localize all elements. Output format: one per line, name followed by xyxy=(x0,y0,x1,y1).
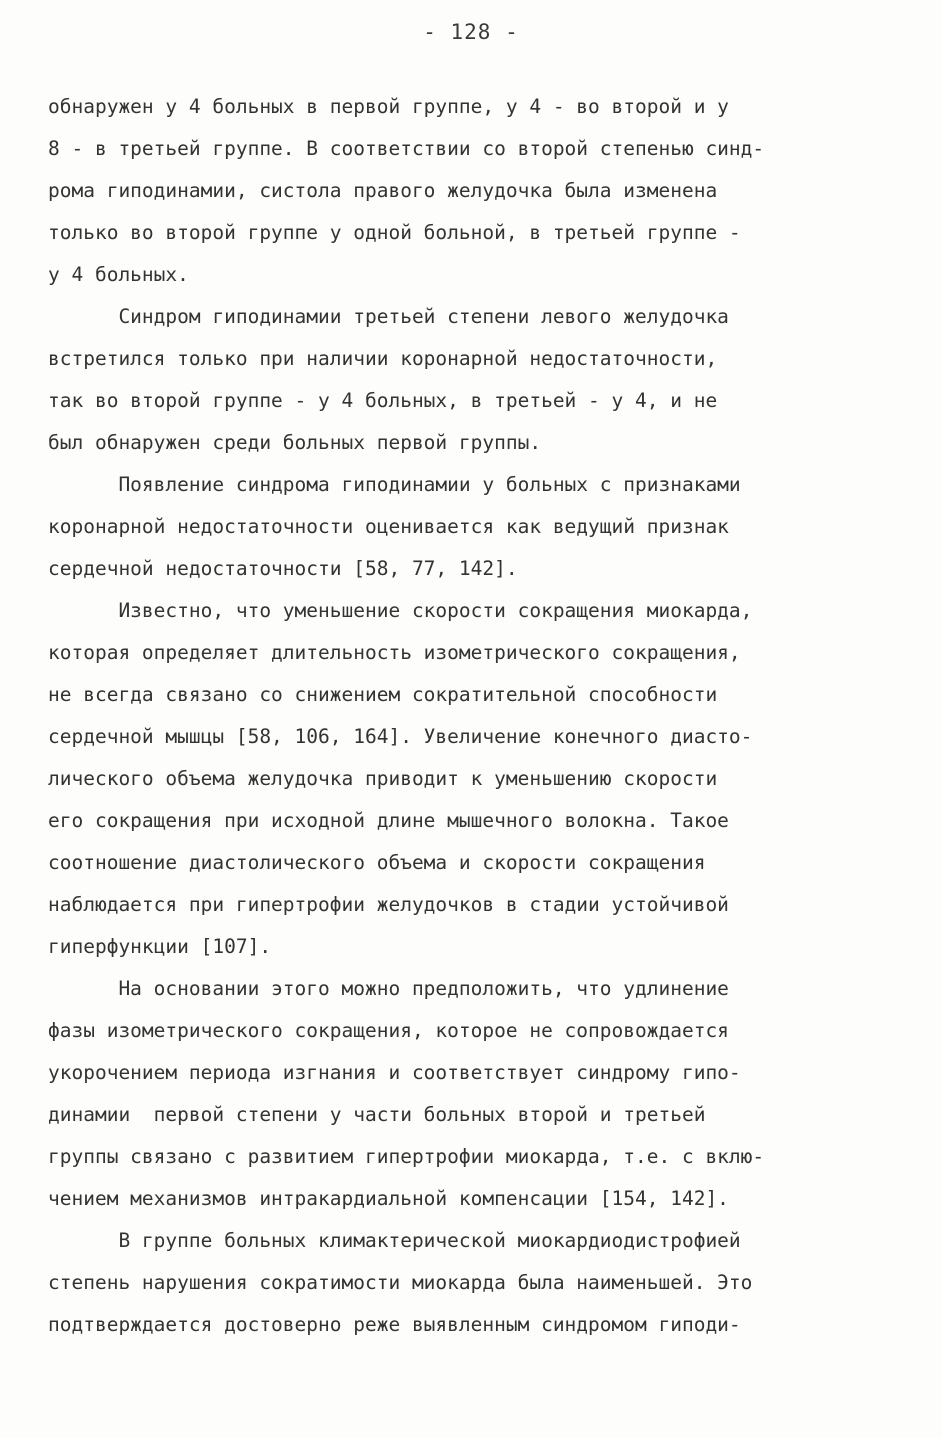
text-line: у 4 больных. xyxy=(48,263,189,286)
text-line: На основании этого можно предположить, что удлинение xyxy=(48,977,729,1000)
text-line: гиперфункции [107]. xyxy=(48,935,272,958)
text-line: соотношение диастолического объема и скорости сокращения xyxy=(48,851,706,874)
text-line: только во второй группе у одной больной, в третьей группе - xyxy=(48,221,741,244)
body-text xyxy=(48,86,908,1346)
text-line: подтверждается достоверно реже выявленным синдромом гиподи- xyxy=(48,1313,741,1336)
text-line: которая определяет длительность изометрического сокращения, xyxy=(48,641,741,664)
text-line: фазы изометрического сокращения, которое не сопровождается xyxy=(48,1019,729,1042)
text-line: Известно, что уменьшение скорости сокращения миокарда, xyxy=(48,599,753,622)
text-line: Появление синдрома гиподинамии у больных с признаками xyxy=(48,473,741,496)
text-line: В группе больных климактерической миокардиодистрофией xyxy=(48,1229,741,1252)
text-line: сердечной недостаточности [58, 77, 142]. xyxy=(48,557,518,580)
text-line: наблюдается при гипертрофии желудочков в стадии устойчивой xyxy=(48,893,729,916)
text-line: рома гиподинамии, систола правого желудочка была изменена xyxy=(48,179,718,202)
text-line: коронарной недостаточности оценивается как ведущий признак xyxy=(48,515,729,538)
text-line: обнаружен у 4 больных в первой группе, у 4 - во второй и у xyxy=(48,95,729,118)
text-line: укорочением периода изгнания и соответствует синдрому гипо- xyxy=(48,1061,741,1084)
text-line: так во второй группе - у 4 больных, в третьей - у 4, и не xyxy=(48,389,718,412)
text-line: степень нарушения сократимости миокарда была наименьшей. Это xyxy=(48,1271,753,1294)
text-line: встретился только при наличии коронарной недостаточности, xyxy=(48,347,718,370)
text-line: Синдром гиподинамии третьей степени левого желудочка xyxy=(48,305,729,328)
page-number: - 128 - xyxy=(423,20,519,44)
text-line: был обнаружен среди больных первой группы. xyxy=(48,431,542,454)
text-line: группы связано с развитием гипертрофии миокарда, т.е. с вклю- xyxy=(48,1145,765,1168)
text-line: чением механизмов интракардиальной компенсации [154, 142]. xyxy=(48,1187,729,1210)
text-line: лического объема желудочка приводит к уменьшению скорости xyxy=(48,767,718,790)
text-line: его сокращения при исходной длине мышечного волокна. Такое xyxy=(48,809,729,832)
text-line: сердечной мышцы [58, 106, 164]. Увеличение конечного диасто- xyxy=(48,725,753,748)
text-line: не всегда связано со снижением сократительной способности xyxy=(48,683,718,706)
text-line: 8 - в третьей группе. В соответствии со второй степенью синд- xyxy=(48,137,765,160)
text-line: динамии первой степени у части больных второй и третьей xyxy=(48,1103,706,1126)
